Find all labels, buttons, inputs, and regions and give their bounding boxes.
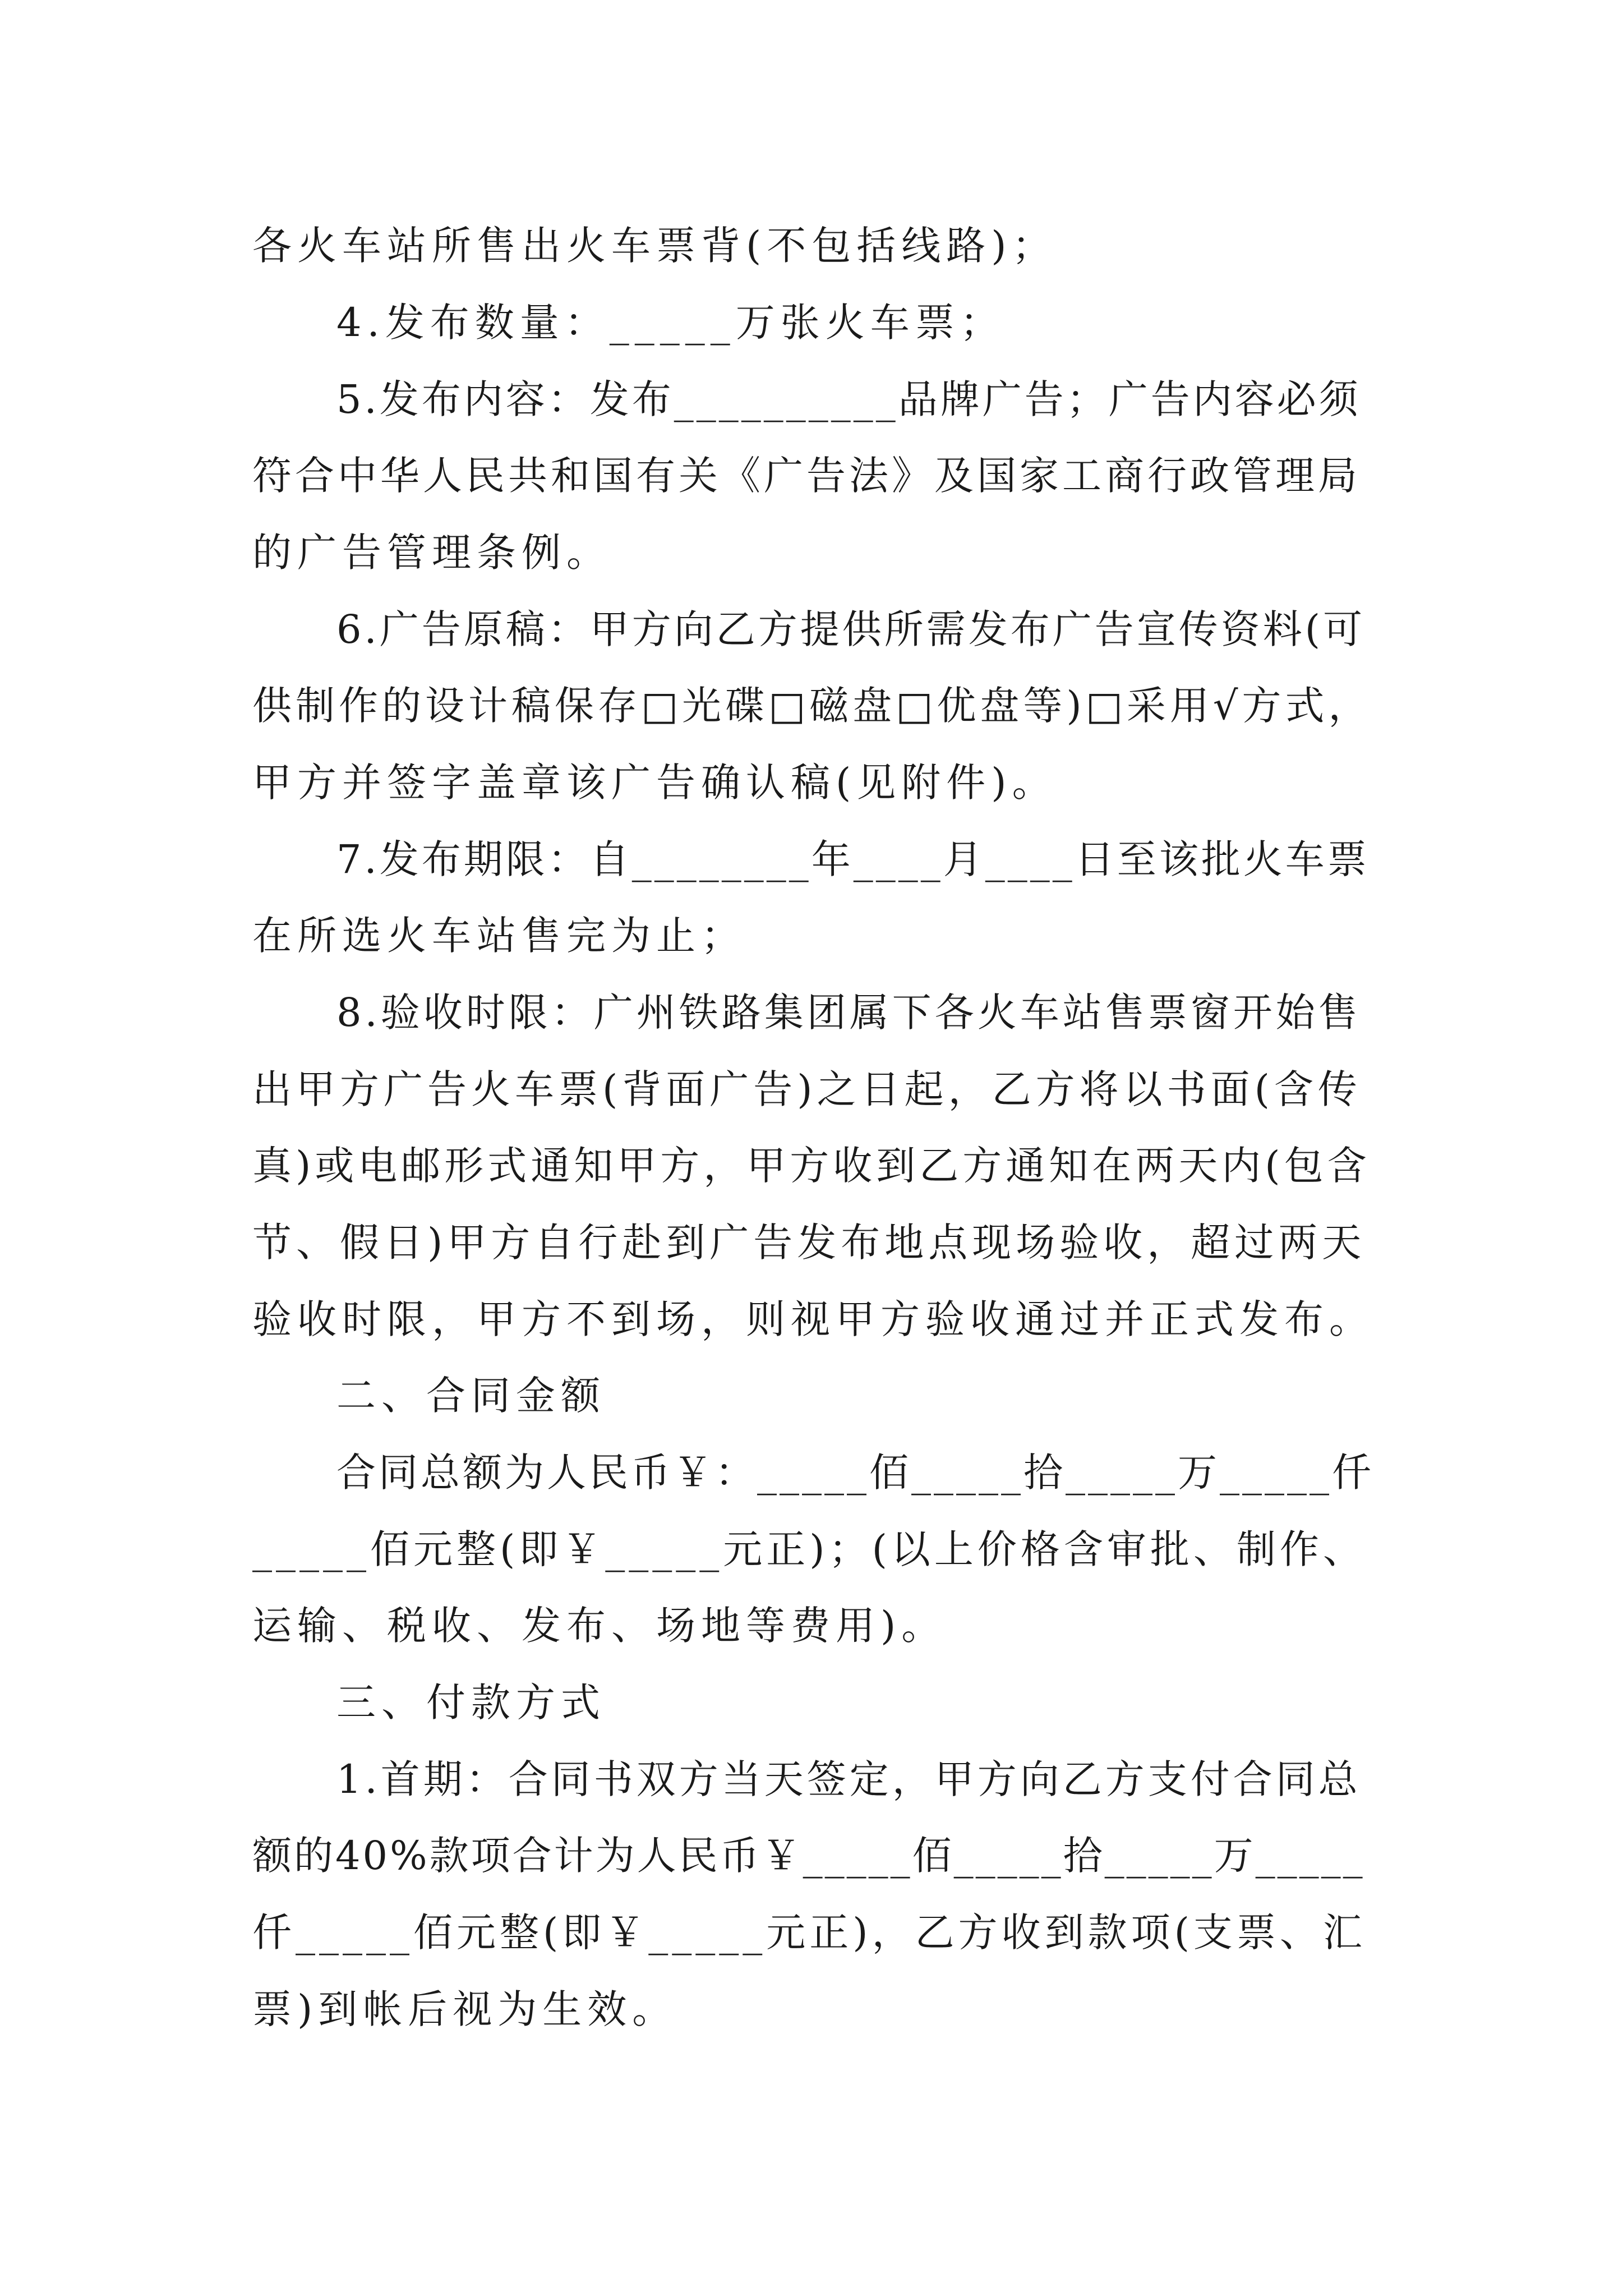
- section-heading-payment-method: 三、付款方式: [336, 1680, 606, 1726]
- payment-first-installment: 1.首期：合同书双方当天签定，甲方向乙方支付合同总: [336, 1756, 1361, 1802]
- body-text-line: 票)到帐后视为生效。: [252, 1986, 677, 2032]
- body-text-line: 符合中华人民共和国有关《广告法》及国家工商行政管理局: [252, 453, 1361, 499]
- clause-5-content: 5.发布内容：发布__________品牌广告；广告内容必须: [336, 376, 1361, 422]
- body-text-line: 运输、税收、发布、场地等费用)。: [252, 1603, 947, 1649]
- body-text-line: 供制作的设计稿保存□光碟□磁盘□优盘等)□采用√方式，: [252, 683, 1372, 729]
- clause-6-artwork: 6.广告原稿：甲方向乙方提供所需发布广告宣传资料(可: [336, 606, 1366, 652]
- body-text-line: 出甲方广告火车票(背面广告)之日起，乙方将以书面(含传: [252, 1066, 1362, 1112]
- section-heading-contract-amount: 二、合同金额: [336, 1373, 606, 1419]
- body-text-line: 仟_____佰元整(即￥_____元正)，乙方收到款项(支票、汇: [252, 1910, 1366, 1955]
- clause-7-period: 7.发布期限：自________年____月____日至该批火车票: [336, 836, 1370, 882]
- body-text-line: 各火车站所售出火车票背(不包括线路)；: [252, 223, 1057, 269]
- clause-8-acceptance: 8.验收时限：广州铁路集团属下各火车站售票窗开始售: [336, 990, 1361, 1036]
- body-text-line: _____佰元整(即￥_____元正)；(以上价格含审批、制作、: [252, 1526, 1366, 1572]
- body-text-line: 甲方并签字盖章该广告确认稿(见附件)。: [252, 760, 1057, 806]
- body-text-line: 额的40%款项合计为人民币￥_____佰_____拾_____万_____: [252, 1833, 1365, 1879]
- body-text-line: 节、假日)甲方自行赴到广告发布地点现场验收，超过两天: [252, 1220, 1366, 1266]
- body-text-line: 验收时限，甲方不到场，则视甲方验收通过并正式发布。: [252, 1296, 1374, 1342]
- body-text-line: 的广告管理条例。: [252, 530, 611, 576]
- body-text-line: 真)或电邮形式通知甲方，甲方收到乙方通知在两天内(包含: [252, 1143, 1371, 1189]
- clause-4-quantity: 4.发布数量：_____万张火车票；: [336, 300, 1005, 346]
- body-text-line: 在所选火车站售完为止；: [252, 913, 746, 959]
- contract-amount-text: 合同总额为人民币￥：_____佰_____拾_____万_____仟: [336, 1450, 1374, 1496]
